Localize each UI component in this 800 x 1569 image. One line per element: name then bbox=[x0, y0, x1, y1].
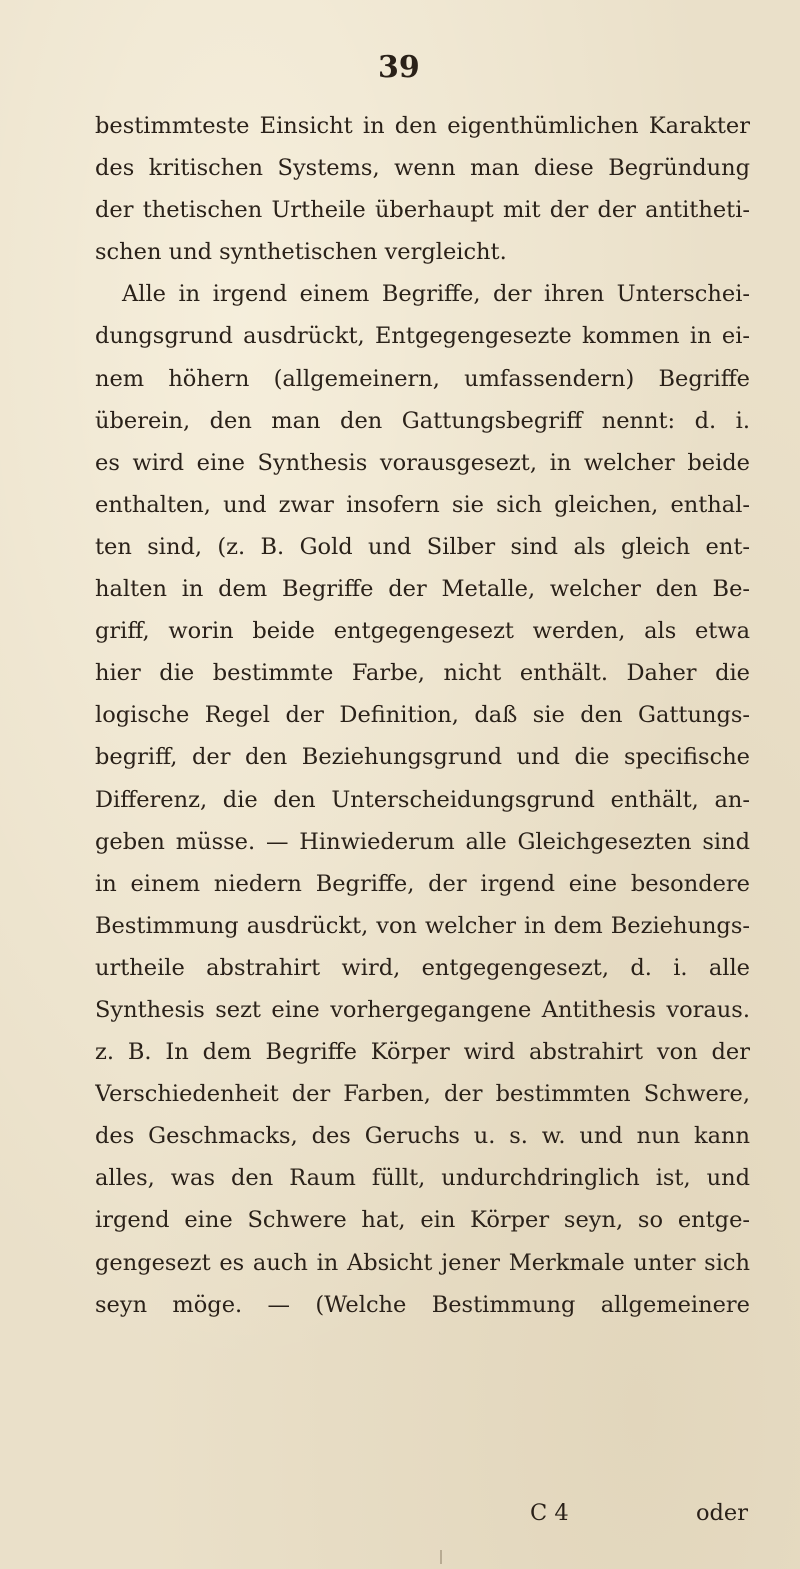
text-line: es wird eine Synthesis vorausgesezt, in welcher beide bbox=[95, 449, 750, 476]
text-line: irgend eine Schwere hat, ein Körper seyn, so entge- bbox=[95, 1207, 750, 1234]
text-line: der thetischen Urtheile überhaupt mit der der antitheti- bbox=[95, 197, 750, 224]
text-line: dungsgrund ausdrückt, Entgegengesezte kommen in ei- bbox=[95, 323, 750, 350]
text-line: nem höhern (allgemeinern, umfassendern) Begriffe bbox=[95, 365, 750, 392]
text-line: urtheile abstrahirt wird, entgegengesezt, d. i. alle bbox=[95, 954, 750, 981]
text-line: alles, was den Raum füllt, undurchdringlich ist, und bbox=[95, 1165, 750, 1192]
text-line: enthalten, und zwar insofern sie sich gleichen, enthal- bbox=[95, 491, 750, 518]
paper-mark bbox=[440, 1550, 442, 1564]
text-line: des Geschmacks, des Geruchs u. s. w. und nun kann bbox=[95, 1123, 750, 1150]
catchword: oder bbox=[695, 1500, 748, 1526]
text-line: Alle in irgend einem Begriffe, der ihren Unterschei- bbox=[122, 281, 750, 308]
text-line: seyn möge. — (Welche Bestimmung allgemeinere bbox=[95, 1291, 750, 1318]
text-line: griff, worin beide entgegengesezt werden, als etwa bbox=[95, 618, 750, 645]
body-text bbox=[95, 105, 750, 1326]
text-line: Verschiedenheit der Farben, der bestimmten Schwere, bbox=[95, 1081, 750, 1108]
text-line: gengesezt es auch in Absicht jener Merkmale unter sich bbox=[95, 1249, 750, 1276]
text-line: halten in dem Begriffe der Metalle, welcher den Be- bbox=[95, 576, 750, 603]
text-line: schen und synthetischen vergleicht. bbox=[95, 239, 507, 266]
text-line: hier die bestimmte Farbe, nicht enthält. Daher die bbox=[95, 660, 750, 687]
text-line: Synthesis sezt eine vorhergegangene Antithesis voraus. bbox=[95, 996, 750, 1023]
text-line: logische Regel der Definition, daß sie den Gattungs- bbox=[95, 702, 750, 729]
text-line: bestimmteste Einsicht in den eigenthümlichen Karakter bbox=[95, 113, 750, 139]
text-line: begriff, der den Beziehungsgrund und die specifische bbox=[95, 744, 750, 771]
text-line: z. B. In dem Begriffe Körper wird abstrahirt von der bbox=[95, 1039, 750, 1066]
page-footer bbox=[95, 1496, 750, 1536]
text-line: ten sind, (z. B. Gold und Silber sind als gleich ent- bbox=[95, 533, 750, 560]
text-line: des kritischen Systems, wenn man diese Begründung bbox=[95, 155, 750, 182]
text-line: Differenz, die den Unterscheidungsgrund enthält, an- bbox=[95, 786, 750, 813]
page-number: 39 bbox=[378, 50, 420, 85]
text-line: in einem niedern Begriffe, der irgend eine besondere bbox=[95, 870, 750, 897]
text-line: geben müsse. — Hinwiederum alle Gleichgesezten sind bbox=[95, 828, 750, 855]
text-line: überein, den man den Gattungsbegriff nennt: d. i. bbox=[95, 407, 750, 434]
signature-mark: C 4 bbox=[530, 1500, 569, 1526]
text-line: Bestimmung ausdrückt, von welcher in dem Beziehungs- bbox=[95, 912, 750, 939]
